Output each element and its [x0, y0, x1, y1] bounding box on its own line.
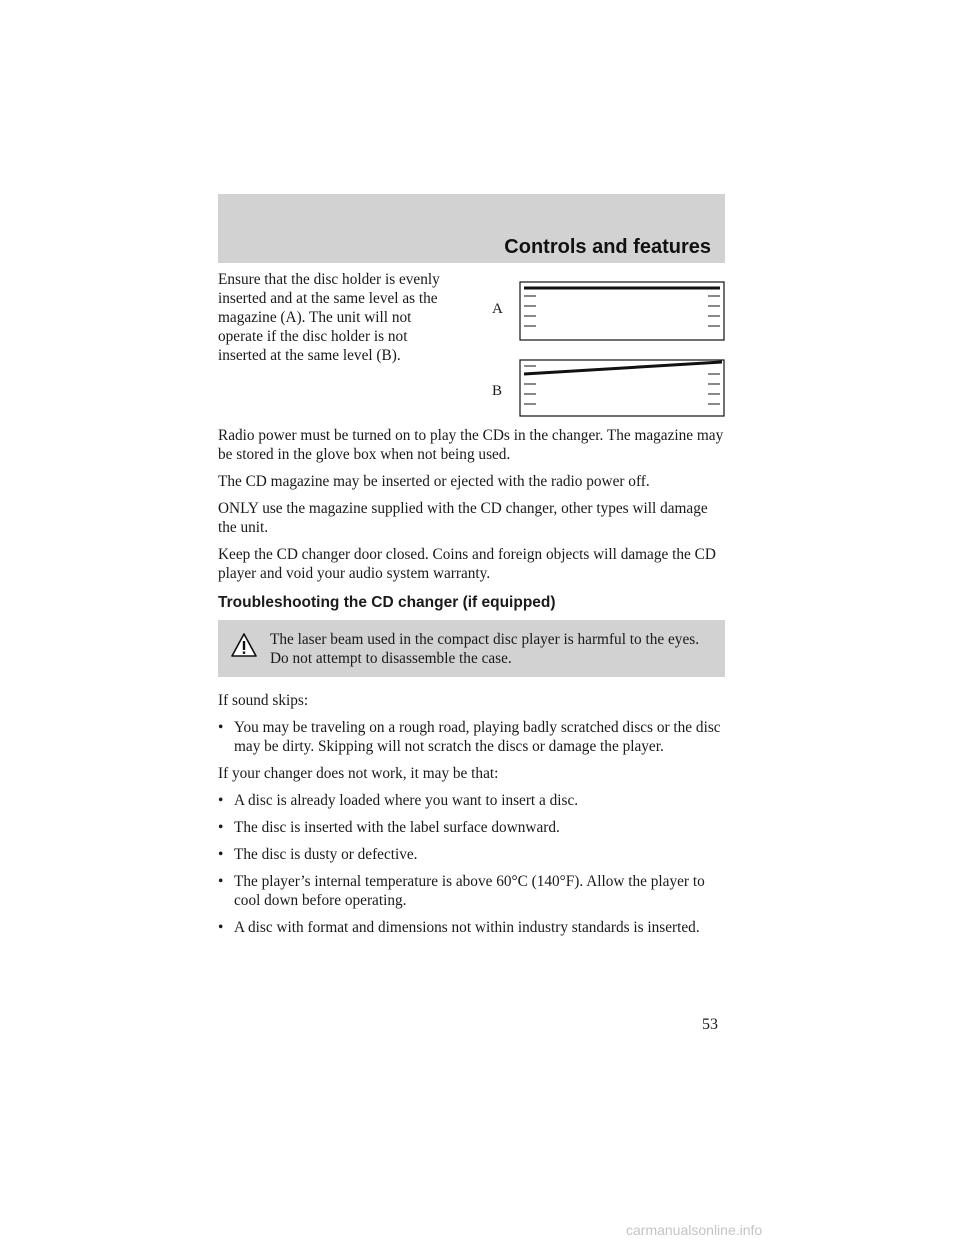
diagram-label-b: B [492, 383, 503, 399]
notwork-list [218, 791, 725, 937]
list-item: • A disc is already loaded where you want to insert a disc. [218, 792, 579, 809]
warning-text: The laser beam used in the compact disc player is harmful to the eyes. Do not attempt to disassemble the case. [270, 631, 700, 667]
diagram-graphic [488, 280, 728, 420]
warning-triangle-icon [230, 632, 258, 658]
disc-holder-diagram [488, 280, 728, 420]
bullet: • [218, 873, 224, 890]
watermark-link[interactable]: carmanualsonline.info [626, 1222, 763, 1238]
list-item: • You may be traveling on a rough road, playing badly scratched discs or the disc may be dirty. Skipping will not scratch the discs or damage the player. [218, 719, 721, 755]
troubleshooting-heading: Troubleshooting the CD changer (if equipped) [218, 594, 556, 611]
laser-warning-box [218, 620, 725, 677]
page-number: 53 [702, 1016, 718, 1033]
bullet: • [218, 846, 224, 863]
diagram-label-a: A [492, 301, 503, 317]
main-text-flow [218, 426, 725, 945]
bullet: • [218, 819, 224, 836]
section-header-bar [218, 194, 725, 263]
list-item: • A disc with format and dimensions not within industry standards is inserted. [218, 919, 700, 936]
intro-paragraph: Ensure that the disc holder is evenly inserted and at the same level as the magazine (A). The unit will not operate if the disc holder is not inserted at the same level (B). [218, 271, 440, 364]
paragraph-only-magazine: ONLY use the magazine supplied with the CD changer, other types will damage the unit. [218, 500, 708, 536]
list-item: • The disc is dusty or defective. [218, 846, 418, 863]
skips-intro: If sound skips: [218, 692, 309, 709]
diagram-b-magazine [520, 360, 724, 416]
paragraph-radio-power: Radio power must be turned on to play the CDs in the changer. The magazine may be stored in the glove box when not being used. [218, 427, 724, 463]
section-title: Controls and features [504, 236, 711, 258]
bullet: • [218, 919, 224, 936]
list-item: • The player’s internal temperature is above 60°C (140°F). Allow the player to cool down before operating. [218, 873, 705, 909]
paragraph-magazine-eject: The CD magazine may be inserted or ejected with the radio power off. [218, 473, 650, 490]
list-item: • The disc is inserted with the label surface downward. [218, 819, 560, 836]
bullet: • [218, 719, 224, 736]
bullet: • [218, 792, 224, 809]
skips-list [218, 718, 725, 756]
paragraph-door-closed: Keep the CD changer door closed. Coins and foreign objects will damage the CD player and void your audio system warranty. [218, 546, 716, 582]
diagram-a-magazine [520, 282, 724, 340]
notwork-intro: If your changer does not work, it may be that: [218, 765, 499, 782]
